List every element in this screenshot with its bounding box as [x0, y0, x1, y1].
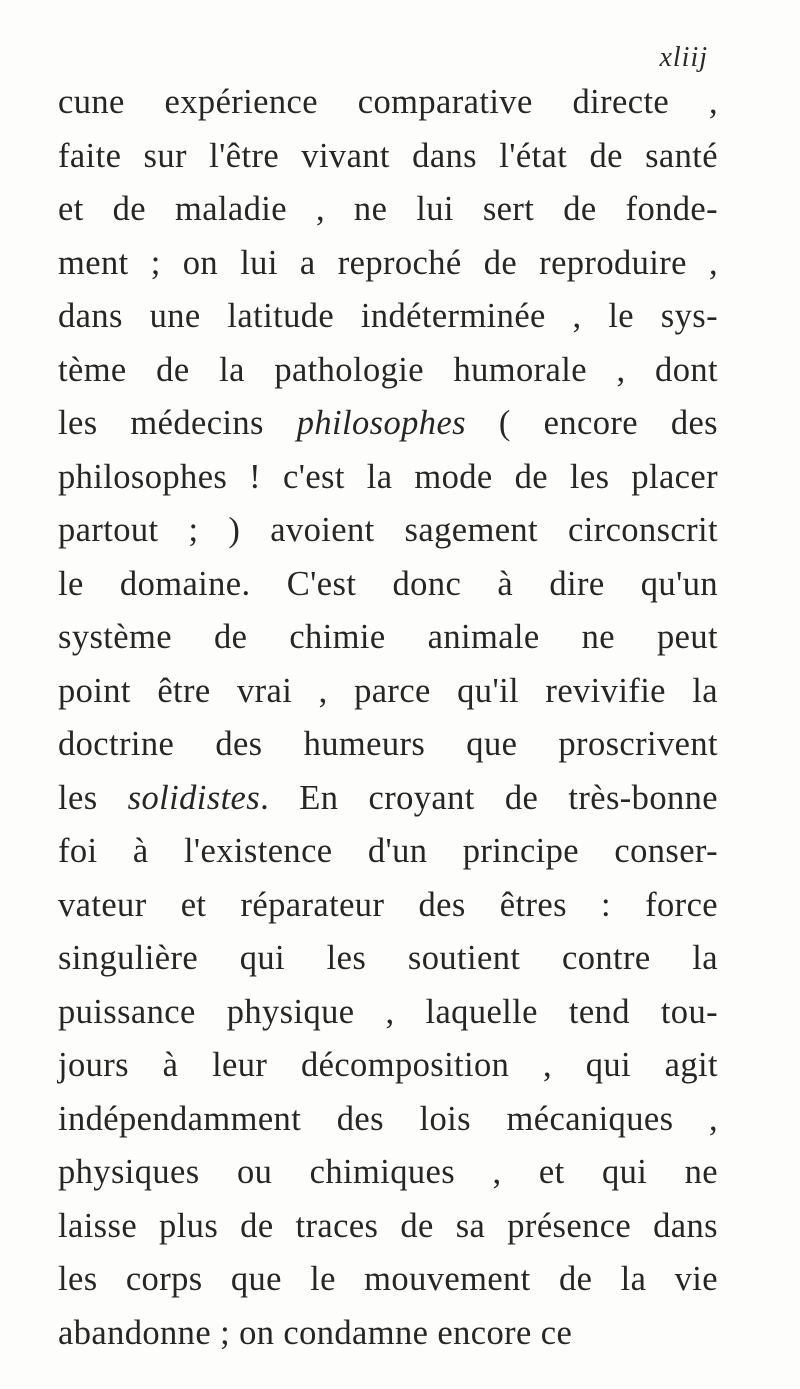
italic-term-philosophes: philosophes — [296, 404, 466, 442]
text-line: faite sur l'être vivant dans l'état de santé — [58, 136, 718, 175]
text-line: les corps que le mouvement de la vie — [58, 1260, 718, 1298]
text-line: le domaine. C'est donc à dire qu'un — [58, 564, 718, 603]
text-line: puissance physique , laquelle tend tou- — [58, 992, 718, 1031]
text-line: et de maladie , ne lui sert de fonde- — [58, 190, 718, 228]
text-line: ment ; on lui a reproché de reproduire , — [58, 243, 718, 282]
text-line: foi à l'existence d'un principe conser- — [58, 832, 718, 870]
text-line: abandonne ; on condamne encore ce — [58, 1313, 573, 1352]
text-line: cune expérience comparative directe , — [58, 83, 718, 121]
text-line: partout ; ) avoient sagement circonscrit — [58, 511, 718, 549]
text-line: laisse plus de traces de sa présence dans — [58, 1206, 718, 1245]
text-line: dans une latitude indéterminée , le sys- — [58, 297, 718, 335]
text-line: vateur et réparateur des êtres : force — [58, 885, 718, 924]
text-line: point être vrai , parce qu'il revivifie la — [58, 671, 718, 710]
text-line: doctrine des humeurs que proscrivent — [58, 725, 718, 763]
text-line: physiques ou chimiques , et qui ne — [58, 1153, 718, 1191]
page-number: xliij — [659, 42, 708, 73]
italic-term-solidistes: solidistes — [127, 778, 261, 817]
text-run: les — [58, 778, 128, 817]
text-line: système de chimie animale ne peut — [58, 618, 718, 656]
text-run: les médecins — [58, 404, 297, 442]
text-run: ( encore des — [466, 404, 719, 442]
text-run: . En croyant de très-bonne — [260, 778, 718, 817]
text-line: singulière qui les soutient contre la — [58, 939, 718, 977]
text-line — [58, 772, 718, 826]
body-text — [58, 76, 718, 1360]
text-line: tème de la pathologie humorale , dont — [58, 350, 718, 389]
text-line: jours à leur décomposition , qui agit — [58, 1046, 718, 1084]
text-line: indépendamment des lois mécaniques , — [58, 1099, 718, 1138]
text-line — [58, 397, 718, 451]
text-line: philosophes ! c'est la mode de les placer — [58, 457, 718, 496]
